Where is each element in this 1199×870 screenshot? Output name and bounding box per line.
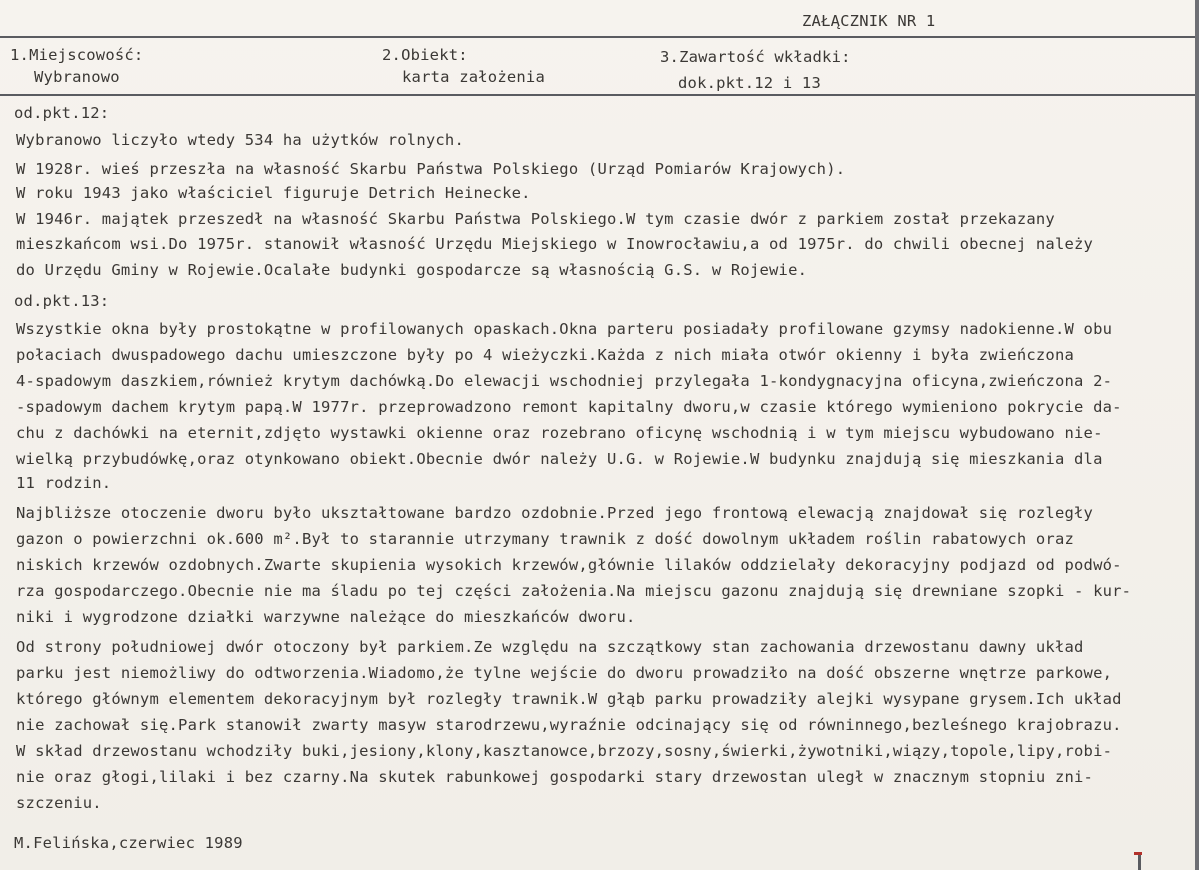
text-line: mieszkańcom wsi.Do 1975r. stanowił własność Urzędu Miejskiego w Inowrocławiu,a od 1975r. do chwili obecnej należy <box>16 235 1094 253</box>
text-line: niki i wygrodzone działki warzywne należące do mieszkańców dworu. <box>16 608 636 626</box>
signature: M.Felińska,czerwiec 1989 <box>14 834 243 852</box>
text-line: Wszystkie okna były prostokątne w profilowanych opaskach.Okna parteru posiadały profilowane gzymsy nadokienne.W obu <box>16 320 1113 338</box>
text-line: Od strony południowej dwór otoczony był parkiem.Ze względu na szczątkowy stan zachowania drzewostanu dawny układ <box>16 638 1084 656</box>
text-line: rza gospodarczego.Obecnie nie ma śladu po tej części założenia.Na miejscu gazonu znajdują się drewniane szopki - kur- <box>16 582 1132 600</box>
text-line: nie zachował się.Park stanowił zwarty masyw starodrzewu,wyraźnie odcinający się od równinnego,bezleśnego krajobrazu. <box>16 716 1122 734</box>
text-line: W 1928r. wieś przeszła na własność Skarbu Państwa Polskiego (Urząd Pomiarów Krajowych). <box>16 160 846 178</box>
bottom-corner-mark <box>1138 854 1141 870</box>
text-line: W 1946r. majątek przeszedł na własność Skarbu Państwa Polskiego.W tym czasie dwór z parkiem został przekazany <box>16 210 1055 228</box>
text-line: do Urzędu Gminy w Rojewie.Ocalałe budynki gospodarcze są własnością G.S. w Rojewie. <box>16 261 808 279</box>
field-object-label: 2.Obiekt: <box>382 46 468 64</box>
text-line: Wybranowo liczyło wtedy 534 ha użytków rolnych. <box>16 131 464 149</box>
card-edge <box>1195 0 1199 870</box>
text-line: Najbliższe otoczenie dworu było ukształtowane bardzo ozdobnie.Przed jego frontową elewacją znajdował się rozległy <box>16 504 1094 522</box>
text-line: -spadowym dachem krytym papą.W 1977r. przeprowadzono remont kapitalny dworu,w czasie którego wymieniono pokrycie da- <box>16 398 1122 416</box>
text-line: niskich krzewów ozdobnych.Zwarte skupienia wysokich krzewów,głównie lilaków oddzielały dekoracyjny podjazd od podwó- <box>16 556 1122 574</box>
top-rule <box>0 36 1196 38</box>
attachment-label: ZAŁĄCZNIK NR 1 <box>802 12 936 30</box>
text-line: którego głównym elementem dekoracyjnym był rozległy trawnik.W głąb parku prowadziły alejki wysypane grysem.Ich układ <box>16 690 1122 708</box>
text-line: nie oraz głogi,lilaki i bez czarny.Na skutek rabunkowej gospodarki stary drzewostan uległ w znacznym stopniu zni- <box>16 768 1094 786</box>
text-line: W roku 1943 jako właściciel figuruje Detrich Heinecke. <box>16 184 531 202</box>
section-12-heading: od.pkt.12: <box>14 104 110 122</box>
text-line: W skład drzewostanu wchodziły buki,jesiony,klony,kasztanowce,brzozy,sosny,świerki,żywotniki,wiązy,topole,lipy,robi- <box>16 742 1113 760</box>
field-object-value: karta założenia <box>402 68 545 86</box>
text-line: 4-spadowym daszkiem,również krytym dachówką.Do elewacji wschodniej przylegała 1-kondygnacyjna oficyna,zwieńczona 2- <box>16 372 1113 390</box>
field-locality-label: 1.Miejscowość: <box>10 46 144 64</box>
text-line: parku jest niemożliwy do odtworzenia.Wiadomo,że tylne wejście do dworu prowadziło na dość obszerne wnętrze parkowe, <box>16 664 1113 682</box>
text-line: chu z dachówki na eternit,zdjęto wystawki okienne oraz rozebrano oficynę wschodnią i w tym miejscu wybudowano nie- <box>16 424 1103 442</box>
field-locality-value: Wybranowo <box>34 68 120 86</box>
section-13-heading: od.pkt.13: <box>14 292 110 310</box>
field-contents-label: 3.Zawartość wkładki: <box>660 48 851 66</box>
text-line: gazon o powierzchni ok.600 m².Był to starannie utrzymany trawnik z dość dowolnym układem roślin rabatowych oraz <box>16 530 1075 548</box>
text-line: wielką przybudówkę,oraz otynkowano obiekt.Obecnie dwór należy U.G. w Rojewie.W budynku znajdują się mieszkania dla <box>16 450 1103 468</box>
field-contents-value: dok.pkt.12 i 13 <box>678 74 821 92</box>
text-line: szczeniu. <box>16 794 102 812</box>
text-line: 11 rodzin. <box>16 474 112 492</box>
header-bottom-rule <box>0 94 1196 96</box>
red-mark <box>1134 852 1142 855</box>
text-line: połaciach dwuspadowego dachu umieszczone były po 4 wieżyczki.Każda z nich miała otwór okienny i była zwieńczona <box>16 346 1075 364</box>
